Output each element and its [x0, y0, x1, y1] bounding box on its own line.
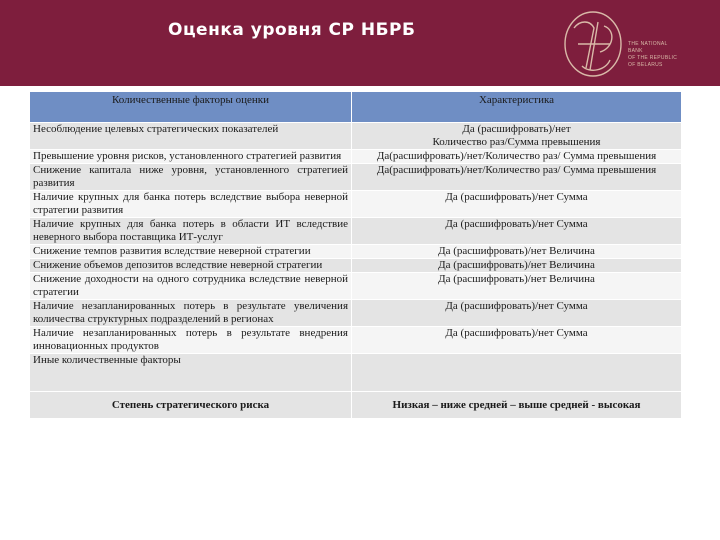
risk-degree-label: Степень стратегического риска	[30, 392, 352, 419]
empty-cell	[352, 367, 682, 392]
table-row-spacer	[30, 367, 681, 392]
bank-logo	[560, 8, 710, 80]
value-cell: Да (расшифровать)/нет	[352, 123, 682, 137]
factor-cell: Снижение доходности на одного сотрудника вследствие неверной стратегии	[30, 273, 352, 300]
factor-cell: Несоблюдение целевых стратегических показателей	[30, 123, 352, 137]
table-row	[30, 300, 681, 327]
factor-cell: Наличие незапланированных потерь в результате увеличения количества структурных подразделений в регионах	[30, 300, 352, 327]
table-row	[30, 245, 681, 259]
value-cell: Да(расшифровать)/нет/Количество раз/ Сумма превышения	[352, 164, 682, 191]
table-footer-row	[30, 392, 681, 419]
page-title: Оценка уровня СР НБРБ	[168, 20, 416, 40]
factor-cell: Снижение объемов депозитов вследствие неверной стратегии	[30, 259, 352, 273]
table-row	[30, 136, 681, 150]
value-cell: Количество раз/Сумма превышения	[352, 136, 682, 150]
empty-cell	[30, 367, 352, 392]
factor-cell: Наличие крупных для банка потерь в области ИТ вследствие неверного выбора поставщика ИТ-услуг	[30, 218, 352, 245]
table-row	[30, 123, 681, 137]
bank-monogram-icon	[560, 8, 626, 80]
value-cell: Да (расшифровать)/нет Сумма	[352, 327, 682, 354]
factor-cell: Снижение темпов развития вследствие неверной стратегии	[30, 245, 352, 259]
column-header-characteristic: Характеристика	[352, 92, 682, 123]
value-cell: Да (расшифровать)/нет Величина	[352, 259, 682, 273]
risk-degree-scale: Низкая – ниже средней – выше средней - высокая	[352, 392, 682, 419]
table-row	[30, 259, 681, 273]
factor-cell	[30, 136, 352, 150]
column-header-factors: Количественные факторы оценки	[30, 92, 352, 123]
table-row	[30, 191, 681, 218]
factor-cell: Иные количественные факторы	[30, 354, 352, 368]
risk-factors-table	[30, 92, 681, 418]
factor-cell: Превышение уровня рисков, установленного стратегией развития	[30, 150, 352, 164]
value-cell: Да (расшифровать)/нет Сумма	[352, 218, 682, 245]
table-row	[30, 150, 681, 164]
value-cell: Да (расшифровать)/нет Величина	[352, 245, 682, 259]
value-cell: Да (расшифровать)/нет Величина	[352, 273, 682, 300]
table-row	[30, 218, 681, 245]
value-cell: Да (расшифровать)/нет Сумма	[352, 300, 682, 327]
header-banner	[0, 0, 720, 86]
value-cell: Да(расшифровать)/нет/Количество раз/ Сумма превышения	[352, 150, 682, 164]
table-row	[30, 273, 681, 300]
bank-name-text: THE NATIONAL BANK OF THE REPUBLIC OF BELARUS	[628, 41, 678, 68]
table-row	[30, 164, 681, 191]
table-header-row	[30, 92, 681, 123]
table-row	[30, 354, 681, 368]
value-cell	[352, 354, 682, 368]
table-row	[30, 327, 681, 354]
factor-cell: Наличие незапланированных потерь в результате внедрения инновационных продуктов	[30, 327, 352, 354]
value-cell: Да (расшифровать)/нет Сумма	[352, 191, 682, 218]
factor-cell: Снижение капитала ниже уровня, установленного стратегией развития	[30, 164, 352, 191]
factor-cell: Наличие крупных для банка потерь вследствие выбора неверной стратегии развития	[30, 191, 352, 218]
